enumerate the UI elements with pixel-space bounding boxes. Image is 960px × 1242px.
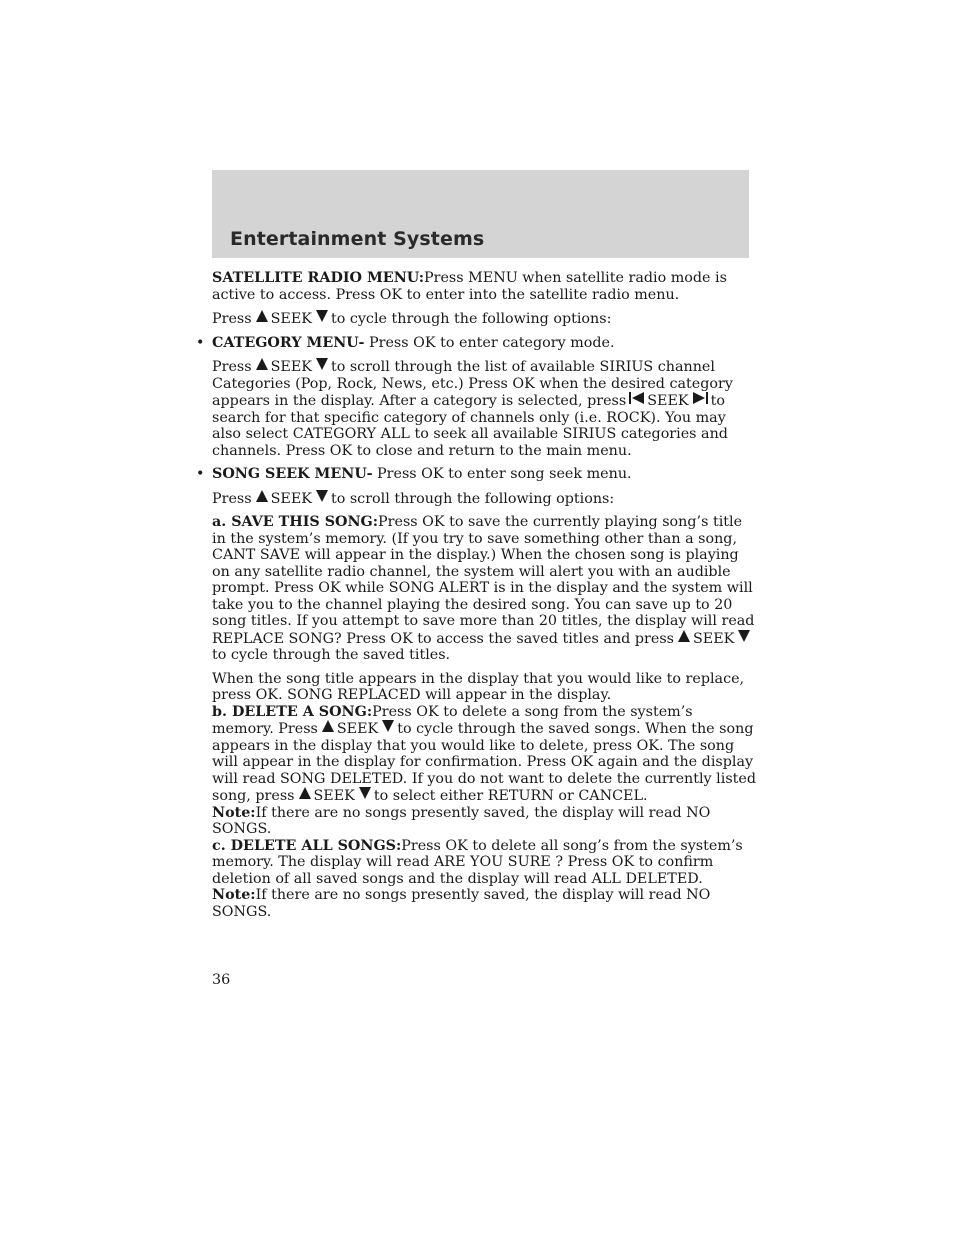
delete-all-heading: c. DELETE ALL SONGS:	[212, 837, 402, 854]
triangle-down-icon	[316, 310, 328, 322]
section-title: Entertainment Systems	[230, 228, 485, 250]
seek-right-icon	[693, 392, 705, 404]
song-seek-press-line: Press SEEK to scroll through the following options:	[212, 490, 615, 507]
sat-menu-press-line: Press SEEK to cycle through the following options:	[212, 311, 612, 327]
triangle-up-icon	[299, 787, 311, 799]
delete-all-note: Note:If there are no songs presently saved, the display will read NO SONGS.	[212, 887, 711, 920]
sat-menu-heading: SATELLITE RADIO MENU:	[212, 270, 424, 286]
save-song-replace-paragraph: When the song title appears in the display that you would like to replace, press OK. SONG REPLACED will appear in the display.	[212, 670, 745, 703]
triangle-down-icon	[738, 630, 750, 642]
header-band	[212, 170, 749, 258]
delete-song-paragraph: b. DELETE A SONG:Press OK to delete a song from the system’s memory. Press SEEK to cycle through the saved songs. When the song appears in the display that you would like to delete, press OK. The song will appear in the display for confirmation. Press OK again and the display will read SONG DELETED. If you do not want to delete the currently listed song, press SEEK to select either RETURN or CANCEL.	[212, 703, 757, 804]
delete-song-note: Note:If there are no songs presently saved, the display will read NO SONGS.	[212, 804, 711, 837]
save-song-paragraph: a. SAVE THIS SONG:Press OK to save the currently playing song’s title in the system’s memory. (If you try to save something other than a song, CANT SAVE will appear in the display.) When the chosen song is playing on any satellite radio channel, the system will alert you with an audible prompt. Press OK while SONG ALERT is in the display and the system will take you to the channel playing the desired song. You can save up to 20 song titles. If you attempt to save more than 20 titles, the display will read REPLACE SONG? Press OK to access the saved titles and press SEEKto cycle through the saved titles.	[212, 514, 755, 663]
sat-menu-paragraph: SATELLITE RADIO MENU:Press MENU when satellite radio mode is active to access. Press OK to enter into the satellite radio menu.	[212, 270, 727, 303]
triangle-up-icon	[256, 490, 268, 502]
triangle-down-icon	[359, 787, 371, 799]
category-menu-item: • CATEGORY MENU- Press OK to enter category mode.	[196, 334, 615, 351]
triangle-up-icon	[256, 310, 268, 322]
triangle-down-icon	[316, 490, 328, 502]
category-press-line: Press SEEK to scroll through the list of available SIRIUS channel Categories (Pop, Rock, News, etc.) Press OK when the desired category appears in the display. After a category is selected, press SEEK to search for that specific category of channels only (i.e. ROCK). You may also select CATEGORY ALL to seek all available SIRIUS categories and channels. Press OK to close and return to the main menu.	[212, 359, 733, 459]
delete-all-paragraph: c. DELETE ALL SONGS:Press OK to delete all song’s from the system’s memory. The display will read ARE YOU SURE ? Press OK to confirm deletion of all saved songs and the display will read ALL DELETED.	[212, 837, 743, 887]
bullet: •	[196, 334, 205, 351]
category-menu-heading: CATEGORY MENU-	[212, 334, 365, 351]
triangle-up-icon	[678, 630, 690, 642]
save-song-heading: a. SAVE THIS SONG:	[212, 514, 379, 530]
triangle-down-icon	[382, 720, 394, 732]
note-label: Note:	[212, 887, 256, 903]
song-seek-heading: SONG SEEK MENU-	[212, 466, 373, 482]
seek-left-icon	[632, 392, 644, 404]
triangle-down-icon	[316, 358, 328, 370]
bullet: •	[196, 466, 205, 482]
triangle-up-icon	[256, 358, 268, 370]
song-seek-menu-item: • SONG SEEK MENU- Press OK to enter song seek menu.	[196, 466, 632, 482]
page-content	[196, 270, 757, 920]
page-number: 36	[212, 972, 231, 988]
note-label: Note:	[212, 804, 256, 821]
delete-song-heading: b. DELETE A SONG:	[212, 703, 373, 720]
triangle-up-icon	[322, 720, 334, 732]
